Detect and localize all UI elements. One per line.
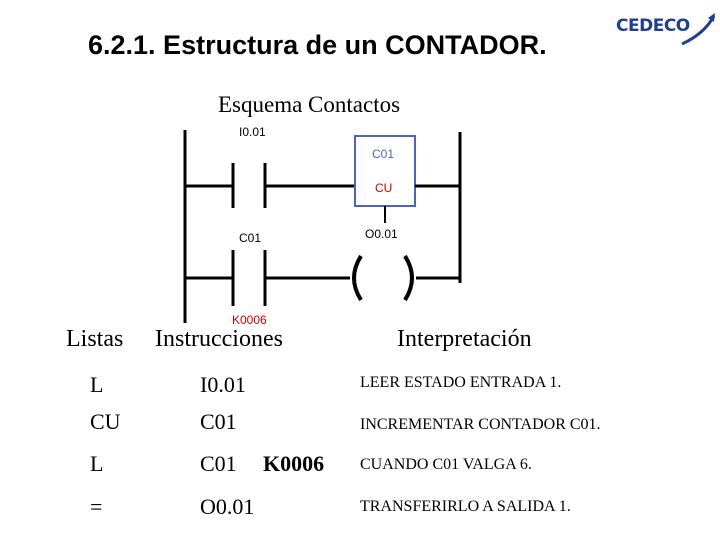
row1-operand: I0.01 — [200, 372, 246, 397]
logo-text: CEDECO — [616, 16, 690, 36]
header-interpretacion: Interpretación — [397, 326, 532, 352]
row4-op: = — [90, 494, 103, 519]
row1-op: L — [90, 372, 104, 397]
logo-swoosh-icon — [612, 10, 718, 50]
row3-interpretation: CUANDO C01 VALGA 6. — [360, 456, 532, 473]
rung1-contact-label: I0.01 — [239, 125, 266, 139]
counter-box-type: CU — [375, 181, 393, 195]
row3-operand: C01 — [200, 451, 237, 476]
row3-preset: K0006 — [263, 451, 325, 476]
row2-interpretation: INCREMENTAR CONTADOR C01. — [360, 416, 601, 433]
output-coil-label: O0.01 — [365, 227, 398, 241]
slide-title: 6.2.1. Estructura de un CONTADOR. — [88, 30, 547, 60]
row1-interpretation: LEER ESTADO ENTRADA 1. — [360, 374, 562, 391]
row4-operand: O0.01 — [200, 494, 255, 519]
header-listas: Listas — [66, 326, 124, 352]
row4-interpretation: TRANSFERIRLO A SALIDA 1. — [360, 498, 571, 515]
row2-op: CU — [90, 409, 121, 434]
preset-label: K0006 — [232, 313, 267, 327]
row3-op: L — [90, 451, 104, 476]
cedeco-logo — [612, 10, 718, 50]
diagram-subtitle: Esquema Contactos — [218, 92, 401, 117]
ladder-diagram — [175, 118, 475, 333]
counter-box-name: C01 — [372, 147, 395, 161]
rung2-contact-label: C01 — [239, 231, 262, 245]
header-instrucciones: Instrucciones — [155, 326, 283, 352]
output-coil-left — [354, 256, 361, 300]
row2-operand: C01 — [200, 409, 237, 434]
output-coil-right — [405, 256, 412, 300]
